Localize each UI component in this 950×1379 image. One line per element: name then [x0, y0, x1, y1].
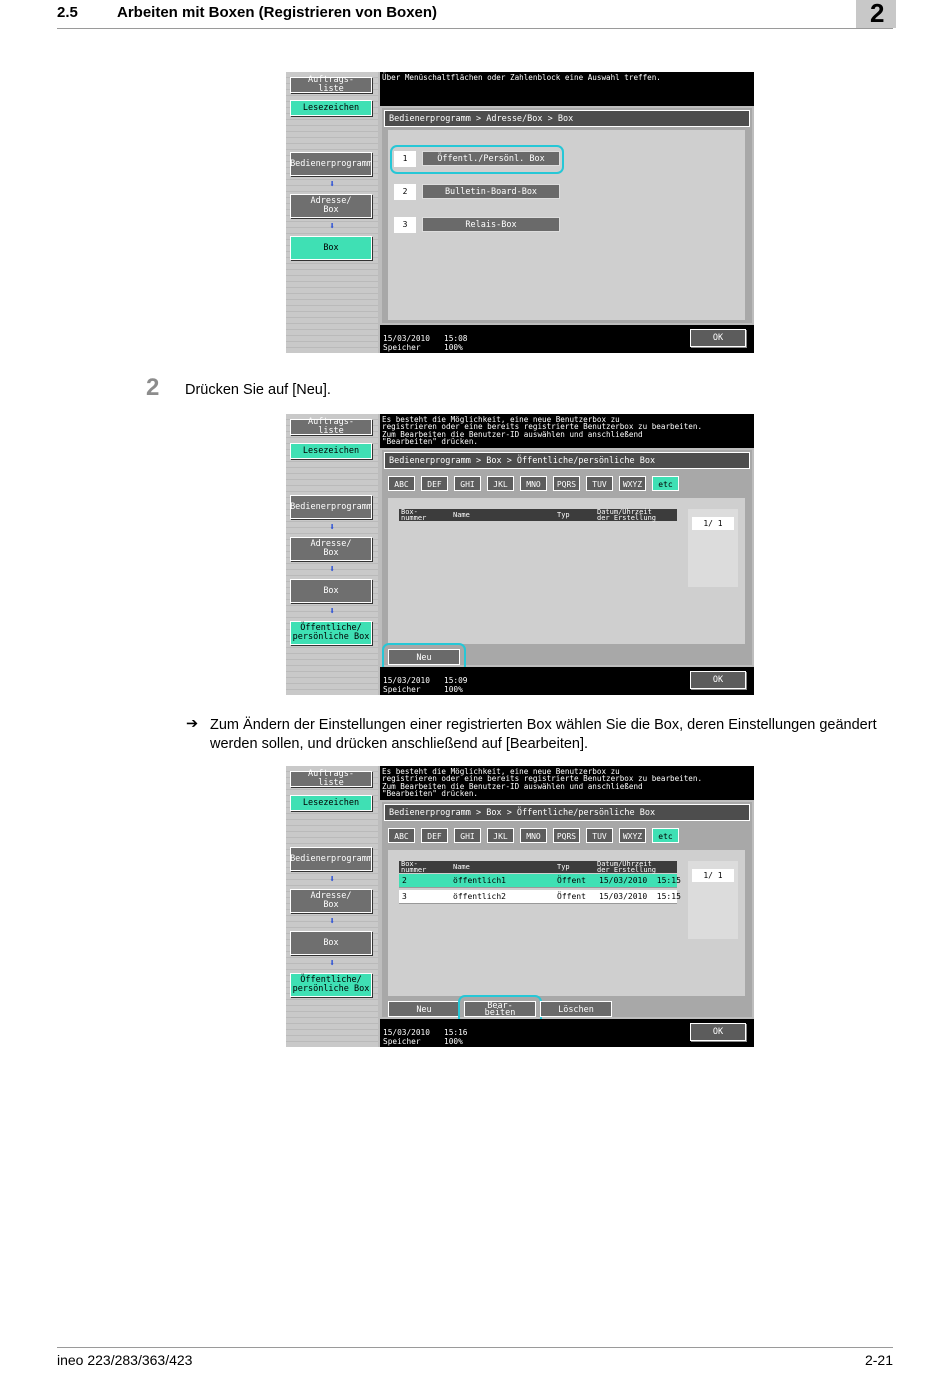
job-list-button[interactable]: Auftrags- liste [290, 771, 372, 787]
row-date: 15/03/2010 15:15 [599, 892, 681, 901]
menu-item-number: 3 [394, 217, 416, 233]
page-indicator: 1/ 1 [692, 517, 734, 530]
edit-button[interactable]: Bear- beiten [464, 1001, 536, 1017]
col-box-number: Box- nummer [401, 508, 427, 522]
page-panel [688, 861, 738, 939]
ok-button[interactable]: OK [690, 671, 746, 689]
instruction-message: Es besteht die Möglichkeit, eine neue Benutzerbox zu registrieren oder eine bereits registrierte Benutzerbox zu bearbeiten. Zum Bearbeiten die Benutzer-ID auswählen und anschließend "Bearbeiten" drücken. [380, 414, 754, 448]
section-number: 2.5 [57, 4, 78, 21]
col-name: Name [453, 863, 470, 871]
breadcrumb: Bedienerprogramm > Box > Öffentliche/persönliche Box [384, 804, 750, 821]
screenshot-public-box-list [286, 766, 754, 1047]
time: 15:16 [444, 1028, 468, 1037]
memory-value: 100% [444, 685, 463, 694]
instruction-message: Über Menüschaltflächen oder Zahlenblock eine Auswahl treffen. [380, 72, 754, 106]
row-box-number: 2 [402, 876, 407, 885]
screenshot-public-box-empty [286, 414, 754, 695]
table-header [399, 861, 677, 873]
bulletin-board-box-button[interactable]: Bulletin-Board-Box [422, 184, 560, 199]
public-personal-box-button[interactable]: Öffentl./Persönl. Box [422, 151, 560, 166]
utility-button[interactable]: Bedienerprogramm [290, 847, 372, 871]
box-button[interactable]: Box [290, 931, 372, 955]
col-type: Typ [557, 863, 570, 871]
header-divider [57, 28, 893, 29]
menu-item-number: 2 [394, 184, 416, 200]
section-title: Arbeiten mit Boxen (Registrieren von Boxen) [117, 4, 438, 21]
letter-tab-tuv[interactable]: TUV [586, 828, 613, 843]
letter-tab-mno[interactable]: MNO [520, 828, 547, 843]
letter-tab-jkl[interactable]: JKL [487, 476, 514, 491]
memory-label: Speicher [383, 343, 421, 352]
time: 15:09 [444, 676, 468, 685]
letter-tab-ghi[interactable]: GHI [454, 476, 481, 491]
page-indicator: 1/ 1 [692, 869, 734, 882]
bookmark-button[interactable]: Lesezeichen [290, 443, 372, 459]
row-name: öffentlich2 [453, 892, 506, 901]
note-text: Zum Ändern der Einstellungen einer registrierten Box wählen Sie die Box, deren Einstellungen geändert werden sollen, und drücken anschließend auf [Bearbeiten]. [210, 717, 877, 752]
table-row[interactable] [399, 874, 681, 888]
memory-label: Speicher [383, 685, 421, 694]
time: 15:08 [444, 334, 468, 343]
job-list-button[interactable]: Auftrags- liste [290, 419, 372, 435]
row-type: Öffent [557, 876, 586, 885]
letter-tab-etc[interactable]: etc [652, 828, 679, 843]
arrow-down-icon: ⬇ [328, 606, 336, 617]
ok-button[interactable]: OK [690, 329, 746, 347]
instruction-message: Es besteht die Möglichkeit, eine neue Benutzerbox zu registrieren oder eine bereits registrierte Benutzerbox zu bearbeiten. Zum Bearbeiten die Benutzer-ID auswählen und anschließend "Bearbeiten" drücken. [380, 766, 754, 800]
col-type: Typ [557, 511, 570, 519]
row-name: öffentlich1 [453, 876, 506, 885]
new-button[interactable]: Neu [388, 1001, 460, 1017]
bookmark-button[interactable]: Lesezeichen [290, 100, 372, 116]
address-box-button[interactable]: Adresse/ Box [290, 194, 372, 218]
screenshot-box-menu [286, 72, 754, 353]
row-date: 15/03/2010 15:15 [599, 876, 681, 885]
new-button[interactable]: Neu [388, 649, 460, 665]
arrow-down-icon: ⬇ [328, 522, 336, 533]
letter-tab-pqrs[interactable]: PQRS [553, 828, 580, 843]
bookmark-button[interactable]: Lesezeichen [290, 795, 372, 811]
relay-box-button[interactable]: Relais-Box [422, 217, 560, 232]
date: 15/03/2010 [383, 334, 430, 343]
letter-tab-wxyz[interactable]: WXYZ [619, 828, 646, 843]
arrow-down-icon: ⬇ [328, 564, 336, 575]
letter-tab-pqrs[interactable]: PQRS [553, 476, 580, 491]
letter-tab-abc[interactable]: ABC [388, 476, 415, 491]
footer-model: ineo 223/283/363/423 [57, 1352, 193, 1368]
letter-tab-def[interactable]: DEF [421, 828, 448, 843]
letter-tab-tuv[interactable]: TUV [586, 476, 613, 491]
delete-button[interactable]: Löschen [540, 1001, 612, 1017]
letter-tab-abc[interactable]: ABC [388, 828, 415, 843]
ok-button[interactable]: OK [690, 1023, 746, 1041]
arrow-down-icon: ⬇ [328, 916, 336, 927]
address-box-button[interactable]: Adresse/ Box [290, 537, 372, 561]
memory-label: Speicher [383, 1037, 421, 1046]
table-row[interactable] [399, 890, 681, 904]
row-type: Öffent [557, 892, 586, 901]
arrow-down-icon: ⬇ [328, 221, 336, 232]
letter-tab-jkl[interactable]: JKL [487, 828, 514, 843]
public-box-button[interactable]: Öffentliche/ persönliche Box [290, 973, 372, 997]
job-list-button[interactable]: Auftrags- liste [290, 77, 372, 93]
arrow-down-icon: ⬇ [328, 958, 336, 969]
page-panel [688, 509, 738, 587]
box-button[interactable]: Box [290, 579, 372, 603]
address-box-button[interactable]: Adresse/ Box [290, 889, 372, 913]
arrow-down-icon: ⬇ [328, 874, 336, 885]
letter-tab-etc[interactable]: etc [652, 476, 679, 491]
date: 15/03/2010 [383, 676, 430, 685]
table-header [399, 509, 677, 521]
utility-button[interactable]: Bedienerprogramm [290, 152, 372, 176]
footer-page-number: 2-21 [864, 1352, 893, 1368]
letter-tab-def[interactable]: DEF [421, 476, 448, 491]
chapter-number: 2 [870, 0, 885, 28]
box-button[interactable]: Box [290, 236, 372, 260]
memory-value: 100% [444, 1037, 463, 1046]
arrow-down-icon: ⬇ [328, 179, 336, 190]
breadcrumb: Bedienerprogramm > Box > Öffentliche/persönliche Box [384, 452, 750, 469]
row-box-number: 3 [402, 892, 407, 901]
breadcrumb: Bedienerprogramm > Adresse/Box > Box [384, 110, 750, 127]
letter-tab-mno[interactable]: MNO [520, 476, 547, 491]
col-date: Datum/Uhrzeit der Erstellung [597, 508, 657, 522]
col-box-number: Box- nummer [401, 860, 427, 874]
col-date: Datum/Uhrzeit der Erstellung [597, 860, 657, 874]
letter-tab-wxyz[interactable]: WXYZ [619, 476, 646, 491]
public-box-button[interactable]: Öffentliche/ persönliche Box [290, 621, 372, 645]
arrow-right-icon: ➔ [186, 716, 199, 732]
col-name: Name [453, 511, 470, 519]
utility-button[interactable]: Bedienerprogramm [290, 495, 372, 519]
step-number: 2 [146, 374, 160, 401]
footer-divider [57, 1347, 893, 1348]
date: 15/03/2010 [383, 1028, 430, 1037]
menu-item-number: 1 [394, 151, 416, 167]
step-text: Drücken Sie auf [Neu]. [185, 382, 331, 398]
memory-value: 100% [444, 343, 463, 352]
letter-tab-ghi[interactable]: GHI [454, 828, 481, 843]
